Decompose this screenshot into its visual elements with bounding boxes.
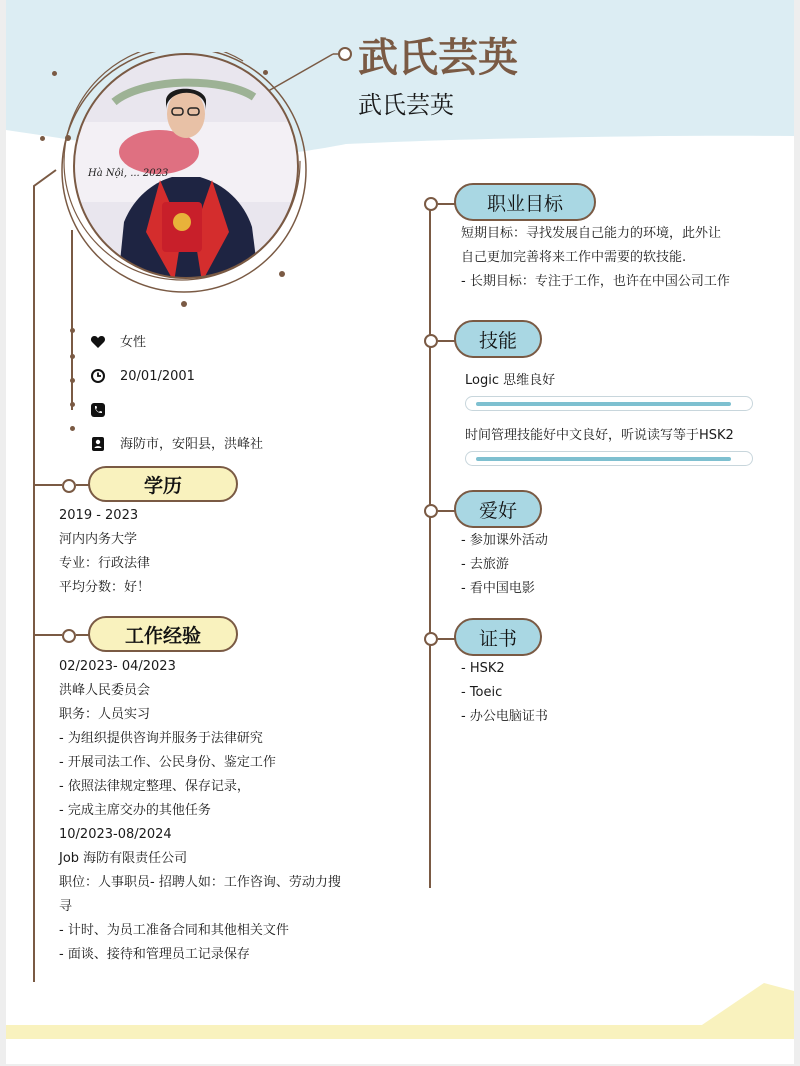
photo-caption-text: Hà Nội, ... 2023: [88, 168, 169, 179]
experience-line: - 计时、为员工准备合同和其他相关文件: [59, 923, 289, 938]
experience-line: Job 海防有限责任公司: [59, 851, 188, 866]
certificates-details: [461, 657, 548, 729]
certificates-heading: [454, 618, 542, 656]
skill-bar-fill: [476, 402, 731, 406]
experience-line: - 开展司法工作、公民身份、鉴定工作: [59, 755, 276, 770]
footer-decoration: [6, 975, 794, 1064]
skills-heading: [454, 320, 542, 358]
name-subtitle: 武氏芸英: [358, 91, 454, 119]
skills-node: [424, 334, 438, 348]
skills-title: 技能: [478, 329, 517, 352]
experience-line: 10/2023-08/2024: [59, 827, 172, 842]
hobby-line: - 去旅游: [461, 557, 509, 572]
address-text: 海防市，安阳县，洪峰社: [120, 437, 264, 452]
education-line: 2019 - 2023: [59, 508, 139, 523]
right-timeline: [429, 200, 431, 888]
contact-card-icon: [90, 436, 106, 452]
hobby-line: - 看中国电影: [461, 581, 535, 596]
skill-bar: [465, 396, 753, 411]
decor-dot: [70, 328, 75, 333]
skill-label: 时间管理技能好中文良好，听说读写等于HSK2: [465, 428, 734, 443]
skill-label: Logic 思维良好: [465, 373, 556, 388]
experience-line: - 完成主席交办的其他任务: [59, 803, 211, 818]
profile-photo: [54, 52, 310, 308]
education-line: 专业：行政法律: [59, 556, 151, 571]
experience-line: - 面谈、接待和管理员工记录保存: [59, 947, 250, 962]
decor-dot: [52, 71, 57, 76]
objective-line: 自己更加完善将来工作中需要的软技能.: [461, 250, 687, 265]
education-title: 学历: [143, 474, 182, 497]
objective-title: 职业目标: [486, 192, 563, 215]
skill-bar: [465, 451, 753, 466]
decor-dot: [70, 354, 75, 359]
certificate-line: - 办公电脑证书: [461, 709, 548, 724]
heart-icon: [90, 334, 106, 350]
name-title: 武氏芸英: [358, 35, 518, 81]
objective-node: [424, 197, 438, 211]
objective-heading: [454, 183, 596, 221]
clock-icon: [90, 368, 106, 384]
experience-connector: [34, 634, 62, 636]
skill-bar-fill: [476, 457, 731, 461]
hobby-line: - 参加课外活动: [461, 533, 548, 548]
decor-dot: [263, 70, 268, 75]
experience-line: - 依照法律规定整理、保存记录，: [59, 779, 250, 794]
experience-line: 职位：人事职员- 招聘人如：工作咨询、劳动力搜: [59, 875, 341, 890]
experience-line: 02/2023- 04/2023: [59, 659, 176, 674]
photo-frame: [54, 52, 310, 308]
gender-text: 女性: [120, 335, 147, 350]
decor-dot: [70, 402, 75, 407]
education-node: [62, 479, 76, 493]
objective-details: [461, 222, 730, 294]
hobbies-node: [424, 504, 438, 518]
hobbies-heading: [454, 490, 542, 528]
education-line: 河内内务大学: [59, 532, 138, 547]
resume-page: [6, 0, 794, 1064]
certificates-title: 证书: [478, 627, 517, 650]
certificate-line: - HSK2: [461, 661, 505, 676]
contact-line: [71, 230, 73, 410]
objective-line: 短期目标：寻找发展自己能力的环境，此外让: [461, 226, 722, 241]
education-details: [59, 504, 150, 600]
certificate-line: - Toeic: [461, 685, 503, 700]
decor-dot: [70, 426, 75, 431]
experience-line: 寻: [59, 899, 73, 914]
hobbies-details: [461, 529, 548, 601]
experience-line: 洪峰人民委员会: [59, 683, 151, 698]
phone-icon: [90, 402, 106, 418]
hobbies-title: 爱好: [478, 499, 517, 522]
education-line: 平均分数：好！: [59, 580, 151, 595]
experience-details: [59, 655, 341, 967]
education-heading: [88, 466, 238, 502]
experience-title: 工作经验: [124, 624, 201, 647]
experience-heading: [88, 616, 238, 652]
experience-line: - 为组织提供咨询并服务于法律研究: [59, 731, 263, 746]
objective-line: - 长期目标：专注于工作，也许在中国公司工作: [461, 274, 730, 289]
experience-node: [62, 629, 76, 643]
decor-dot: [70, 378, 75, 383]
experience-line: 职务：人员实习: [59, 707, 151, 722]
certificates-node: [424, 632, 438, 646]
education-connector: [34, 484, 62, 486]
birthdate-text: 20/01/2001: [120, 369, 195, 384]
